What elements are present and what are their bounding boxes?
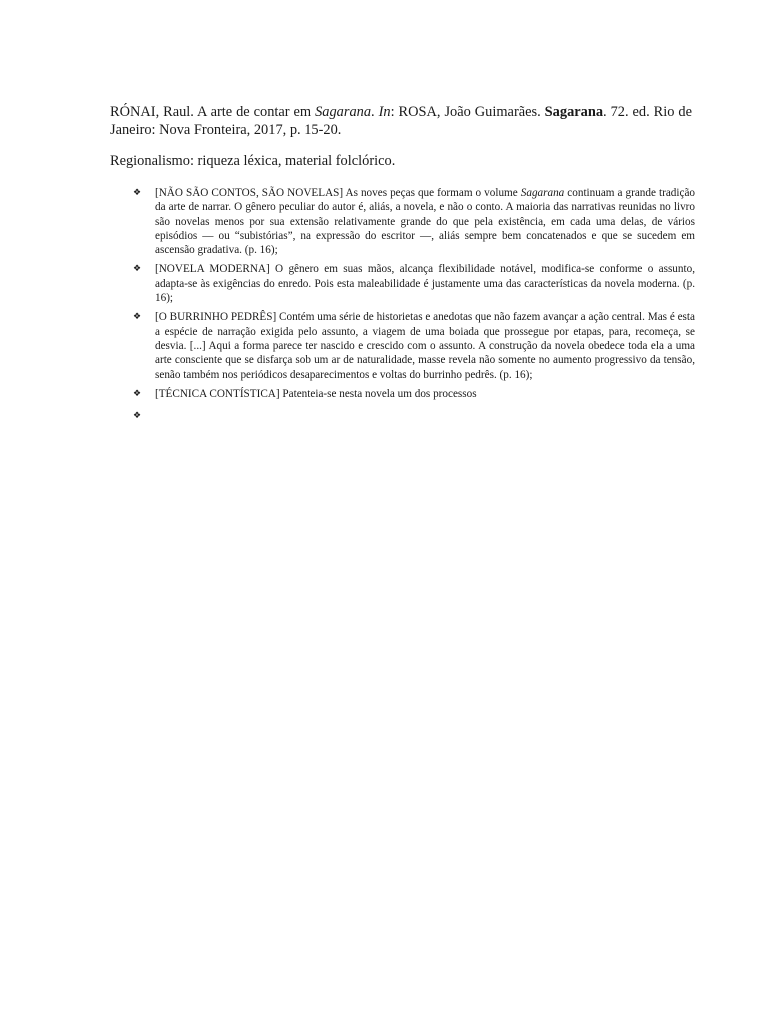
item-text: [TÉCNICA CONTÍSTICA] Patenteia-se nesta novela um dos processos <box>155 387 477 400</box>
reference-publication-details: . 72. ed. Rio de Janeiro: Nova Fronteira, 2017, p. 15-20. <box>110 104 692 138</box>
topic-line: Regionalismo: riqueza léxica, material folclórico. <box>110 153 396 169</box>
diamond-dots-icon: ❖ <box>133 312 142 323</box>
list-item <box>131 262 695 305</box>
item-text: [NOVELA MODERNA] O gênero em suas mãos, alcança flexibilidade notável, modifica-se conforme o assunto, adapta-se às exigências do enredo. Pois esta maleabilidade é justamente uma das características da novela moderna. (p. 16); <box>155 263 695 305</box>
item-text-start: [NÃO SÃO CONTOS, SÃO NOVELAS] As noves peças que formam o volume <box>155 187 521 199</box>
reference-editor: : ROSA, João Guimarães. <box>390 104 545 120</box>
item-text-end: continuam a grande tradição da arte de narrar. O gênero peculiar do autor é, aliás, a novela, e não o conto. A maioria das narrativas reunidas no livro são novelas menos por sua extensão relativamente grande do que pela existência, em cada uma delas, de vários episódios — ou “subistórias”, na expressão do escritor —, aliás sempre bem concatenados e que se sucedem em ascensão gradativa. (p. 16); <box>155 187 696 257</box>
list-item <box>131 186 695 257</box>
diamond-dots-icon: ❖ <box>133 264 142 275</box>
diamond-dots-icon: ❖ <box>133 388 142 399</box>
list-item <box>131 387 695 401</box>
bibliographic-reference <box>110 103 692 139</box>
item-text: [O BURRINHO PEDRÊS] Contém uma série de historietas e anedotas que não fazem avançar a ação central. Mas é esta a espécie de narração exigida pelo assunto, a viagem de uma boiada que prossegue por etapas, para, recomeça, se desvia. [...] Aqui a forma parece ter nascido e crescido com o assunto. A construção da novela obedece toda ela a uma arte consciente que se disfarça sob um ar de naturalidade, masse revela não somente no aumento progressivo da tensão, senão também nos periódicos desaparecimentos e voltas do burrinho pedrês. (p. 16); <box>155 311 695 381</box>
reference-in-label: In <box>378 104 391 120</box>
list-item <box>131 409 695 423</box>
notes-list <box>131 186 695 428</box>
reference-separator: . <box>371 104 379 120</box>
diamond-dots-icon: ❖ <box>133 188 142 198</box>
diamond-dots-icon: ❖ <box>133 411 142 422</box>
item-italic-title: Sagarana <box>520 187 565 199</box>
reference-book-title: Sagarana <box>544 104 604 120</box>
reference-work-title: Sagarana <box>315 104 372 120</box>
reference-author-title: RÓNAI, Raul. A arte de contar em <box>110 104 316 120</box>
list-item <box>131 310 695 381</box>
